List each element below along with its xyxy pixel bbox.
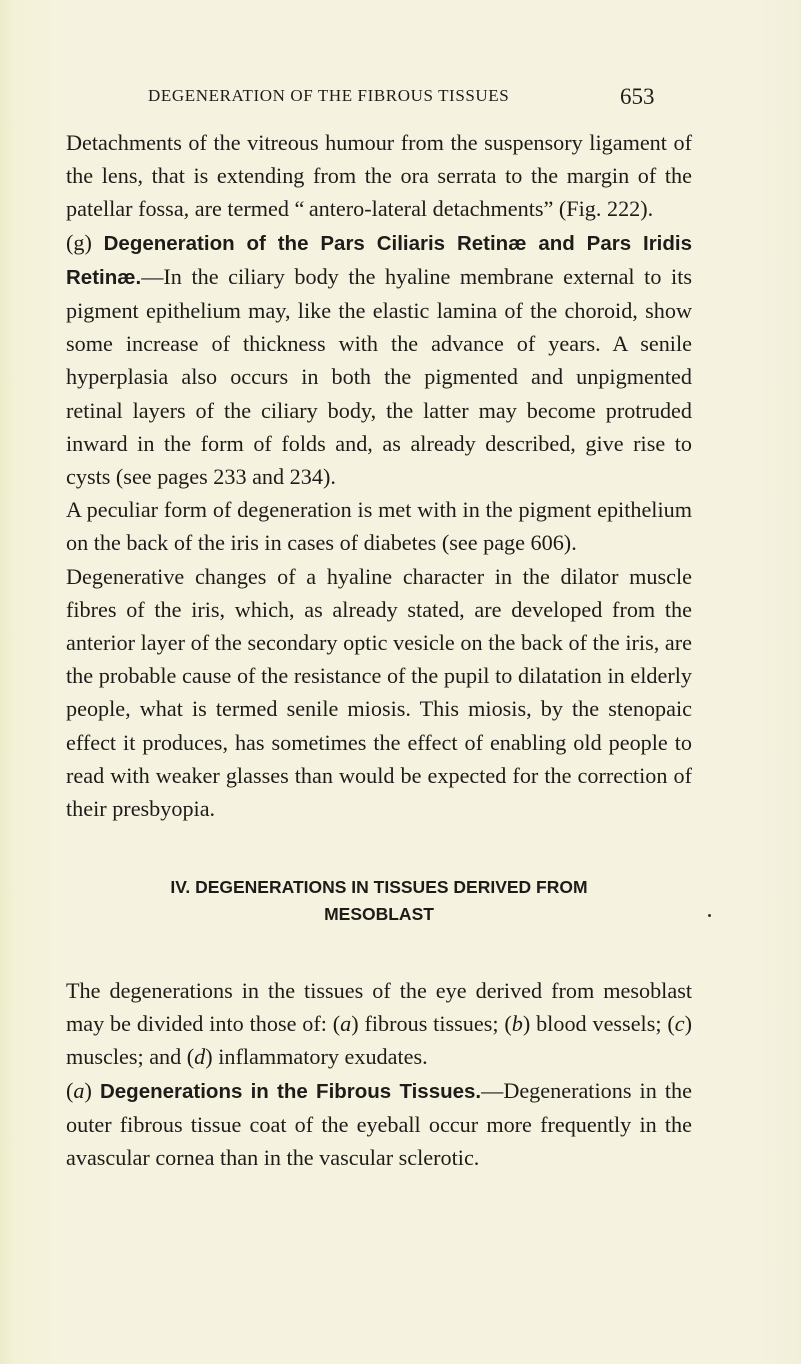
paragraph-prefix: (g): [66, 229, 104, 255]
paragraph-vitreous-detachments: Detachments of the vitreous humour from the suspensory ligament of the lens, that is extending from the ora serrata to the margin of the patellar fossa, are termed “ antero-lateral detachments” (Fig. 222).: [66, 130, 692, 222]
section-text: [66, 974, 692, 1174]
text-run: ) blood vessels; (: [522, 1011, 675, 1037]
body-text: [66, 126, 692, 825]
running-title: DEGENERATION OF THE FIBROUS TISSUES: [148, 86, 510, 105]
paragraph-mesoblast-degenerations: [66, 974, 692, 1074]
italic-letter: a: [73, 1077, 85, 1103]
italic-letter: b: [511, 1011, 523, 1037]
paragraph-pars-ciliaris-text: —In the ciliary body the hyaline membrane external to its pigment epithelium may, like the elastic lamina of the choroid, show some increase of thickness with the advance of years. A senile hyperplasia also occurs in both the pigmented and unpigmented retinal layers of the ciliary body, the latter may become protruded inward in the form of folds and, as already described, give rise to cysts (see pages 233 and 234).: [66, 263, 692, 490]
subsection-heading-pars-ciliaris: Degeneration of the Pars Ciliaris Retinæ and Pars Iridis Retinæ.: [66, 231, 692, 289]
page-header: [0, 86, 801, 116]
text-run: ) fibrous tissues; (: [351, 1011, 512, 1037]
paragraph-fibrous-tissues: [66, 1074, 692, 1175]
page-number: 653: [620, 84, 655, 109]
text-run: The degenerations in the tissues of the eye derived from mesoblast may be divided into those of: (: [66, 978, 692, 1037]
italic-letter: c: [674, 1011, 685, 1037]
section-heading-line-1: IV. DEGENERATIONS IN TISSUES DERIVED FROM: [170, 877, 588, 897]
text-run: (: [66, 1077, 74, 1103]
text-run: ) muscles; and (: [66, 1011, 692, 1070]
italic-letter: a: [340, 1011, 352, 1037]
section-heading-line-2: MESOBLAST: [324, 904, 434, 924]
subsection-heading-fibrous-tissues: Degenerations in the Fibrous Tissues.: [99, 1079, 482, 1103]
text-run: ): [84, 1077, 100, 1103]
section-heading: [66, 874, 692, 928]
paragraph-pars-ciliaris: [66, 226, 692, 494]
text-run: ) inflammatory exudates.: [205, 1044, 428, 1070]
stray-ink-dot: [708, 914, 711, 917]
paragraph-pigment-epithelium: A peculiar form of degeneration is met with in the pigment epithelium on the back of the iris in cases of diabetes (see page 606).: [66, 497, 692, 556]
italic-letter: d: [194, 1044, 206, 1070]
paragraph-fibrous-tissues-text: —Degenerations in the outer fibrous tissue coat of the eyeball occur more frequently in the avascular cornea than in the vascular sclerotic.: [66, 1077, 692, 1171]
paragraph-senile-miosis: Degenerative changes of a hyaline character in the dilator muscle fibres of the iris, which, as already stated, are developed from the anterior layer of the secondary optic vesicle on the back of the iris, are the probable cause of the resistance of the pupil to dilatation in elderly people, what is termed senile miosis. This miosis, by the stenopaic effect it produces, has sometimes the effect of enabling old people to read with weaker glasses than would be expected for the correction of their presbyopia.: [66, 563, 692, 822]
